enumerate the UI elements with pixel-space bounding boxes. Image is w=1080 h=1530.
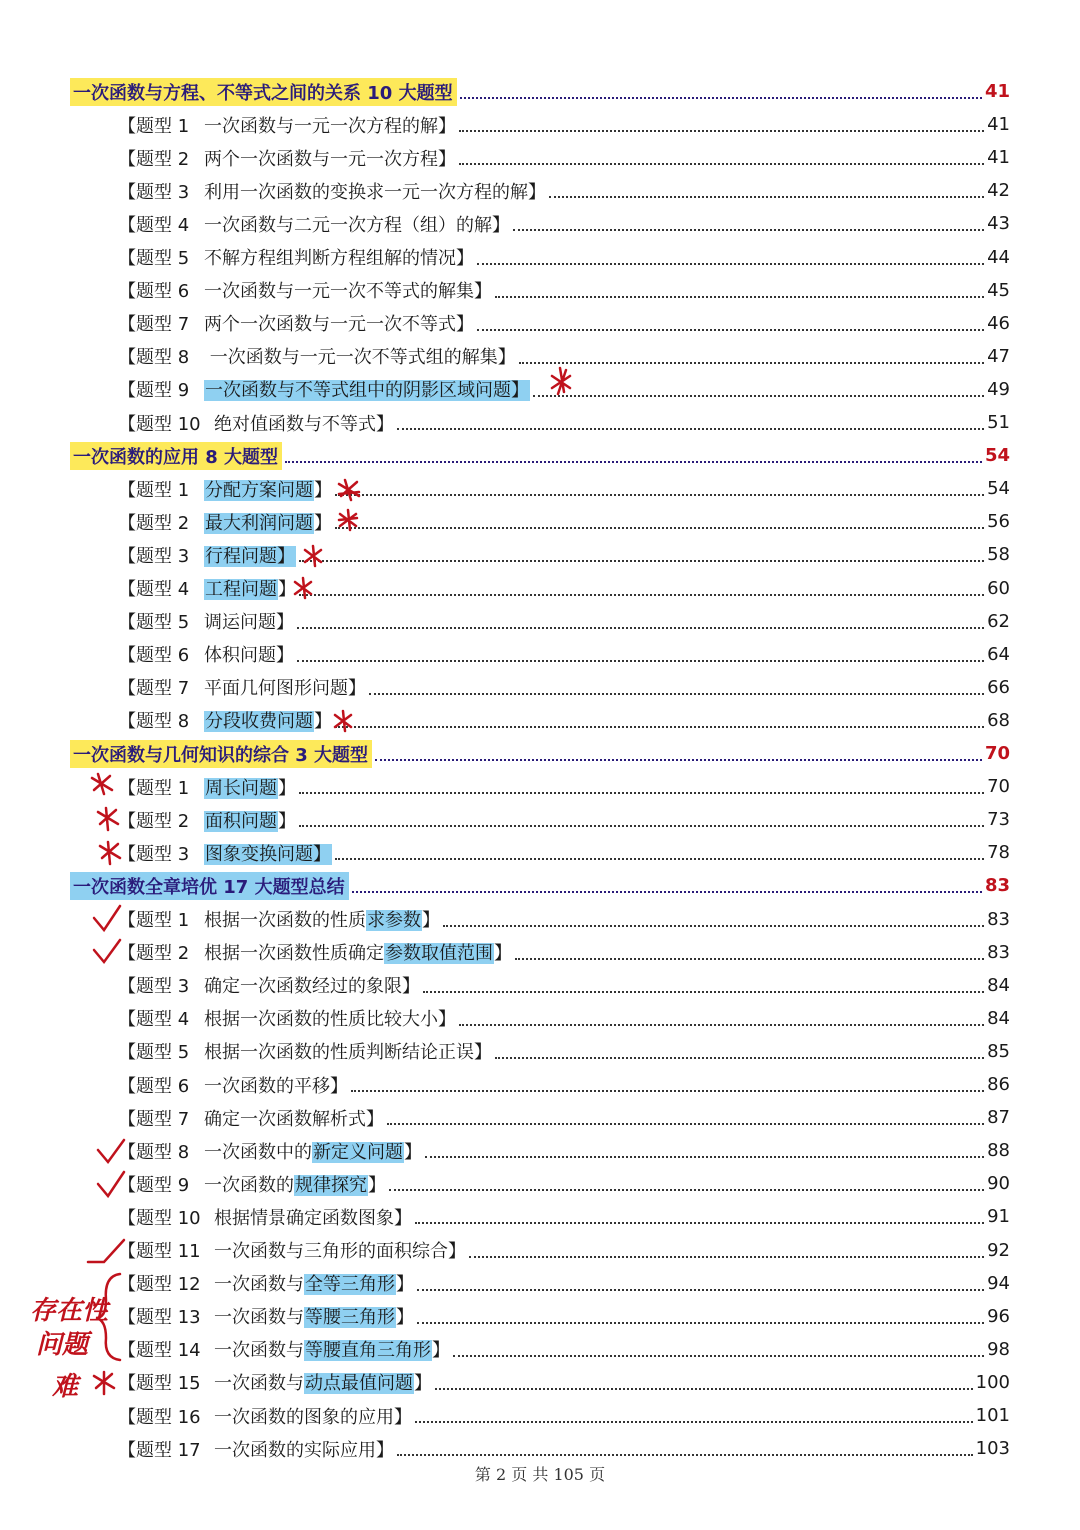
- dot-leader: [285, 460, 982, 463]
- entry-label: [118, 410, 394, 436]
- entry-text: 一次函数与一元一次不等式组的解集】: [204, 347, 516, 369]
- toc-entry[interactable]: [118, 1333, 1010, 1366]
- entry-label: [118, 575, 296, 601]
- toc-entry[interactable]: [118, 704, 1010, 737]
- entry-page-number: 100: [975, 1371, 1010, 1393]
- dot-leader: [335, 526, 984, 529]
- toc-entry[interactable]: [118, 1432, 1010, 1465]
- entry-text: 】: [494, 943, 512, 965]
- toc-entry[interactable]: [118, 207, 1010, 240]
- dot-leader: [533, 394, 984, 397]
- dot-leader: [415, 1221, 984, 1224]
- entry-page-number: 56: [987, 511, 1010, 533]
- entry-label: [118, 1105, 384, 1131]
- entry-text: 】: [414, 1373, 432, 1395]
- toc-entry[interactable]: [118, 1300, 1010, 1333]
- entry-label: [118, 840, 332, 866]
- entry-text: 】: [278, 810, 296, 832]
- handwritten-note-difficulty: 难: [52, 1372, 79, 1402]
- highlighted-text: 周长问题: [205, 777, 277, 799]
- entry-tag: 【题型 6: [118, 1075, 190, 1097]
- dot-leader: [423, 990, 984, 993]
- dot-leader: [417, 1288, 984, 1291]
- entry-page-number: 91: [987, 1206, 1010, 1228]
- entry-text: 两个一次函数与一元一次不等式】: [204, 314, 474, 336]
- highlighted-text: 工程问题: [205, 579, 277, 600]
- entry-label: [118, 509, 332, 535]
- entry-page-number: 49: [987, 378, 1010, 400]
- dot-leader: [549, 195, 984, 198]
- entry-page-number: 58: [987, 544, 1010, 566]
- entry-page-number: 86: [987, 1074, 1010, 1095]
- entry-text: 一次函数的平移】: [204, 1075, 348, 1097]
- dot-leader: [335, 857, 984, 860]
- entry-page-number: 92: [987, 1239, 1010, 1261]
- entry-page-number: 46: [987, 312, 1010, 334]
- entry-page-number: 64: [987, 643, 1010, 665]
- entry-tag: 【题型 6: [118, 281, 190, 303]
- entry-page-number: 51: [987, 412, 1010, 433]
- entry-tag: 【题型 2: [118, 148, 190, 170]
- dot-leader: [459, 1023, 984, 1026]
- entry-tag: 【题型 5: [118, 1042, 190, 1064]
- entry-page-number: 98: [987, 1338, 1010, 1360]
- entry-text: 一次函数与: [214, 1340, 304, 1362]
- toc-entry[interactable]: [118, 1068, 1010, 1101]
- entry-text: 根据一次函数的性质: [204, 910, 366, 931]
- dot-leader: [375, 758, 982, 761]
- entry-text: 】: [432, 1340, 450, 1362]
- entry-text: 一次函数的实际应用】: [214, 1439, 394, 1461]
- handwritten-note-existence-line2: 问题: [36, 1330, 89, 1360]
- entry-label: [118, 1171, 386, 1197]
- dot-leader: [351, 1089, 984, 1092]
- highlighted-text: 等腰三角形: [305, 1307, 395, 1329]
- entry-tag: 【题型 12: [118, 1274, 201, 1296]
- dot-leader: [459, 129, 984, 132]
- entry-text: 两个一次函数与一元一次方程】: [204, 148, 456, 170]
- entry-page-number: 83: [987, 908, 1010, 930]
- section-title: 一次函数的应用 8 大题型: [70, 442, 282, 470]
- dot-leader: [477, 262, 984, 265]
- entry-tag: 【题型 7: [118, 1108, 190, 1130]
- toc-entry[interactable]: [118, 1002, 1010, 1035]
- dot-leader: [397, 427, 984, 430]
- highlighted-text: 面积问题: [205, 810, 277, 832]
- entry-tag: 【题型 1: [118, 115, 190, 137]
- entry-label: [118, 774, 296, 800]
- entry-text: 】: [278, 579, 296, 600]
- entry-label: [118, 641, 294, 667]
- entry-page-number: 42: [987, 180, 1010, 202]
- entry-label: [118, 542, 296, 568]
- star-mark: [92, 774, 112, 794]
- entry-text: 绝对值函数与不等式】: [214, 413, 394, 435]
- highlighted-text: 行程问题】: [205, 545, 295, 567]
- toc-entry[interactable]: [118, 141, 1010, 174]
- dot-leader: [477, 328, 984, 331]
- highlighted-text: 新定义问题: [313, 1141, 403, 1163]
- entry-label: [118, 1369, 432, 1395]
- entry-tag: 【题型 9: [118, 380, 190, 402]
- dot-leader: [513, 228, 984, 231]
- dot-leader: [417, 1321, 984, 1324]
- entry-tag: 【题型 4: [118, 1009, 190, 1031]
- dot-leader: [460, 96, 982, 99]
- entry-label: [118, 476, 332, 502]
- entry-text: 确定一次函数解析式】: [204, 1108, 384, 1130]
- entry-tag: 【题型 8: [118, 711, 190, 733]
- entry-text: 一次函数与: [214, 1373, 304, 1395]
- entry-text: 平面几何图形问题】: [204, 678, 366, 700]
- dot-leader: [352, 890, 982, 893]
- dot-leader: [415, 1420, 973, 1423]
- entry-text: 】: [314, 512, 332, 534]
- check-mark: [94, 940, 120, 962]
- entry-page-number: 85: [987, 1040, 1010, 1062]
- entry-label: [118, 906, 440, 932]
- toc-entry[interactable]: [118, 1234, 1010, 1267]
- toc-entry[interactable]: [118, 108, 1010, 141]
- entry-tag: 【题型 4: [118, 214, 190, 236]
- entry-tag: 【题型 2: [118, 943, 190, 965]
- toc-entry[interactable]: [118, 1134, 1010, 1167]
- entry-page-number: 78: [987, 842, 1010, 864]
- page-footer: 第 2 页 共 105 页: [474, 1465, 606, 1484]
- dot-leader: [519, 361, 984, 364]
- entry-text: 不解方程组判断方程组解的情况】: [204, 248, 474, 269]
- star-mark: [94, 1372, 114, 1394]
- entry-text: 】: [278, 777, 296, 799]
- entry-label: [118, 211, 510, 237]
- entry-tag: 【题型 8: [118, 1141, 190, 1163]
- entry-label: [118, 1138, 422, 1164]
- entry-text: 】: [404, 1141, 422, 1163]
- entry-label: [118, 376, 530, 402]
- entry-page-number: 60: [987, 577, 1010, 599]
- entry-tag: 【题型 3: [118, 976, 190, 998]
- dot-leader: [299, 791, 984, 794]
- star-mark: [100, 842, 120, 864]
- entry-text: 调运问题】: [204, 612, 294, 634]
- entry-text: 】: [368, 1174, 386, 1196]
- entry-label: [118, 1303, 414, 1329]
- dot-leader: [387, 1122, 984, 1125]
- entry-page-number: 70: [987, 776, 1010, 798]
- entry-label: [118, 310, 474, 336]
- highlighted-text: 全等三角形: [305, 1274, 395, 1296]
- toc-entry[interactable]: [118, 1267, 1010, 1300]
- entry-tag: 【题型 13: [118, 1307, 201, 1329]
- entry-text: 一次函数与二元一次方程（组）的解】: [204, 214, 510, 236]
- dot-leader: [515, 957, 984, 960]
- entry-tag: 【题型 2: [118, 512, 190, 534]
- entry-tag: 【题型 6: [118, 645, 190, 667]
- section-heading[interactable]: [70, 869, 1010, 902]
- dot-leader: [299, 559, 984, 562]
- entry-text: 根据一次函数的性质判断结论正误】: [204, 1042, 492, 1064]
- entry-label: [118, 972, 420, 998]
- toc-entry[interactable]: [118, 1101, 1010, 1134]
- handwritten-note-existence-line1: 存在性: [30, 1296, 109, 1326]
- entry-tag: 【题型 11: [118, 1241, 201, 1262]
- entry-page-number: 41: [987, 114, 1010, 136]
- entry-tag: 【题型 16: [118, 1406, 201, 1428]
- entry-tag: 【题型 10: [118, 413, 201, 435]
- toc-entry[interactable]: [118, 638, 1010, 671]
- entry-page-number: 87: [987, 1107, 1010, 1129]
- section-page-number: 70: [984, 743, 1010, 764]
- entry-tag: 【题型 7: [118, 678, 190, 700]
- entry-label: [118, 1436, 394, 1462]
- entry-text: 】: [314, 479, 332, 501]
- entry-page-number: 41: [987, 147, 1010, 169]
- toc-entry[interactable]: [118, 307, 1010, 340]
- entry-label: [118, 1005, 456, 1031]
- entry-tag: 【题型 10: [118, 1207, 201, 1229]
- toc-entry[interactable]: [118, 969, 1010, 1002]
- entry-label: [118, 112, 456, 138]
- toc-entry[interactable]: [118, 936, 1010, 969]
- section-title: 一次函数与几何知识的综合 3 大题型: [70, 740, 372, 768]
- entry-label: [118, 244, 474, 270]
- toc-entry[interactable]: [118, 605, 1010, 638]
- dot-leader: [443, 924, 984, 927]
- entry-text: 一次函数与一元一次不等式的解集】: [204, 281, 492, 303]
- entry-tag: 【题型 4: [118, 579, 190, 600]
- entry-page-number: 84: [987, 974, 1010, 996]
- highlighted-text: 分配方案问题: [205, 479, 313, 501]
- entry-label: [118, 1336, 450, 1362]
- toc-entry[interactable]: [118, 274, 1010, 307]
- entry-page-number: 45: [987, 279, 1010, 301]
- entry-text: 根据一次函数性质确定: [204, 943, 384, 965]
- highlighted-text: 动点最值问题: [305, 1373, 413, 1395]
- entry-text: 根据一次函数的性质比较大小】: [204, 1009, 456, 1031]
- dot-leader: [459, 162, 984, 165]
- entry-tag: 【题型 15: [118, 1373, 201, 1395]
- dot-leader: [335, 725, 984, 728]
- entry-tag: 【题型 5: [118, 612, 190, 634]
- toc-entry[interactable]: [118, 903, 1010, 936]
- toc-entry[interactable]: [118, 572, 1010, 605]
- entry-text: 】: [314, 711, 332, 733]
- entry-label: [118, 1038, 492, 1064]
- entry-page-number: 96: [987, 1305, 1010, 1327]
- toc-entry[interactable]: [118, 1366, 1010, 1399]
- section-title: 一次函数全章培优 17 大题型总结: [70, 872, 349, 900]
- section-title: 一次函数与方程、不等式之间的关系 10 大题型: [70, 78, 457, 106]
- entry-text: 一次函数与: [214, 1307, 304, 1329]
- entry-tag: 【题型 5: [118, 248, 190, 269]
- highlighted-text: 参数取值范围: [385, 943, 493, 965]
- entry-text: 一次函数的图象的应用】: [214, 1406, 412, 1428]
- entry-text: 确定一次函数经过的象限】: [204, 976, 420, 998]
- entry-tag: 【题型 7: [118, 314, 190, 336]
- toc-entry[interactable]: [118, 406, 1010, 439]
- entry-page-number: 83: [987, 941, 1010, 963]
- entry-label: [118, 608, 294, 634]
- entry-label: [118, 1072, 348, 1098]
- section-heading[interactable]: [70, 75, 1010, 108]
- entry-tag: 【题型 17: [118, 1439, 201, 1461]
- entry-tag: 【题型 9: [118, 1174, 190, 1196]
- dot-leader: [299, 824, 984, 827]
- entry-page-number: 103: [975, 1438, 1010, 1460]
- entry-page-number: 62: [987, 610, 1010, 632]
- entry-text: 】: [396, 1307, 414, 1329]
- dot-leader: [389, 1188, 984, 1191]
- toc-entry[interactable]: [118, 671, 1010, 704]
- entry-tag: 【题型 2: [118, 810, 190, 832]
- highlighted-text: 规律探究: [295, 1174, 367, 1196]
- entry-page-number: 88: [987, 1140, 1010, 1162]
- toc-entry[interactable]: [118, 1200, 1010, 1233]
- dot-leader: [435, 1387, 973, 1390]
- entry-text: 】: [422, 910, 440, 931]
- section-page-number: 54: [984, 445, 1010, 467]
- entry-page-number: 66: [987, 676, 1010, 698]
- toc-entry[interactable]: [118, 770, 1010, 803]
- toc-entry[interactable]: [118, 340, 1010, 373]
- check-mark: [94, 906, 120, 930]
- entry-label: [118, 178, 546, 204]
- entry-tag: 【题型 3: [118, 545, 190, 567]
- dot-leader: [297, 626, 984, 629]
- toc-entry[interactable]: [118, 803, 1010, 836]
- dot-leader: [369, 692, 984, 695]
- dot-leader: [397, 1453, 973, 1456]
- entry-page-number: 68: [987, 709, 1010, 731]
- section-page-number: 83: [984, 875, 1010, 897]
- toc-entry[interactable]: [118, 472, 1010, 505]
- section-heading[interactable]: [70, 439, 1010, 472]
- entry-tag: 【题型 1: [118, 479, 190, 501]
- entry-label: [118, 674, 366, 700]
- entry-label: [118, 1237, 466, 1263]
- dot-leader: [495, 1056, 984, 1059]
- section-heading[interactable]: [70, 737, 1010, 770]
- entry-tag: 【题型 1: [118, 777, 190, 799]
- entry-text: 一次函数与三角形的面积综合】: [214, 1241, 466, 1262]
- entry-text: 一次函数中的: [204, 1141, 312, 1163]
- entry-label: [118, 707, 332, 733]
- entry-label: [118, 939, 512, 965]
- entry-tag: 【题型 3: [118, 843, 190, 865]
- dot-leader: [469, 1255, 984, 1258]
- toc-entry[interactable]: [118, 1399, 1010, 1432]
- highlighted-text: 图象变换问题】: [205, 843, 331, 865]
- dot-leader: [425, 1155, 984, 1158]
- entry-label: [118, 1403, 412, 1429]
- dot-leader: [453, 1354, 984, 1357]
- entry-page-number: 73: [987, 809, 1010, 831]
- entry-page-number: 54: [987, 478, 1010, 500]
- entry-page-number: 44: [987, 246, 1010, 268]
- entry-label: [118, 277, 492, 303]
- entry-text: 根据情景确定函数图象】: [214, 1207, 412, 1229]
- toc-entry[interactable]: [118, 174, 1010, 207]
- entry-label: [118, 145, 456, 171]
- entry-text: 一次函数与: [214, 1274, 304, 1296]
- entry-text: 一次函数的: [204, 1174, 294, 1196]
- entry-page-number: 84: [987, 1007, 1010, 1029]
- entry-label: [118, 807, 296, 833]
- entry-text: 】: [396, 1274, 414, 1296]
- entry-tag: 【题型 14: [118, 1340, 201, 1362]
- toc-entry[interactable]: [118, 373, 1010, 406]
- entry-text: 利用一次函数的变换求一元一次方程的解】: [204, 181, 546, 203]
- entry-page-number: 47: [987, 345, 1010, 367]
- entry-tag: 【题型 3: [118, 181, 190, 203]
- entry-label: [118, 1270, 414, 1296]
- toc-entry[interactable]: [118, 505, 1010, 538]
- entry-page-number: 101: [975, 1405, 1010, 1426]
- highlighted-text: 等腰直角三角形: [305, 1340, 431, 1362]
- toc-entry[interactable]: [118, 836, 1010, 869]
- entry-text: 体积问题】: [204, 645, 294, 667]
- entry-label: [118, 343, 516, 369]
- dot-leader: [297, 659, 984, 662]
- entry-tag: 【题型 1: [118, 910, 190, 931]
- entry-label: [118, 1204, 412, 1230]
- highlighted-text: 分段收费问题: [205, 711, 313, 733]
- dot-leader: [299, 593, 984, 596]
- entry-text: 一次函数与一元一次方程的解】: [204, 115, 456, 137]
- highlighted-text: 求参数: [367, 910, 421, 931]
- entry-page-number: 43: [987, 213, 1010, 235]
- section-page-number: 41: [984, 81, 1010, 102]
- highlighted-text: 一次函数与不等式组中的阴影区域问题】: [205, 380, 529, 402]
- entry-page-number: 94: [987, 1272, 1010, 1294]
- dot-leader: [495, 295, 984, 298]
- entry-page-number: 90: [987, 1173, 1010, 1195]
- entry-tag: 【题型 8: [118, 347, 190, 369]
- star-mark: [98, 808, 118, 830]
- highlighted-text: 最大利润问题: [205, 512, 313, 534]
- toc-entry[interactable]: [118, 241, 1010, 274]
- toc-entry[interactable]: [118, 1167, 1010, 1200]
- dot-leader: [335, 493, 984, 496]
- toc-entry[interactable]: [118, 538, 1010, 571]
- toc-entry[interactable]: [118, 1035, 1010, 1068]
